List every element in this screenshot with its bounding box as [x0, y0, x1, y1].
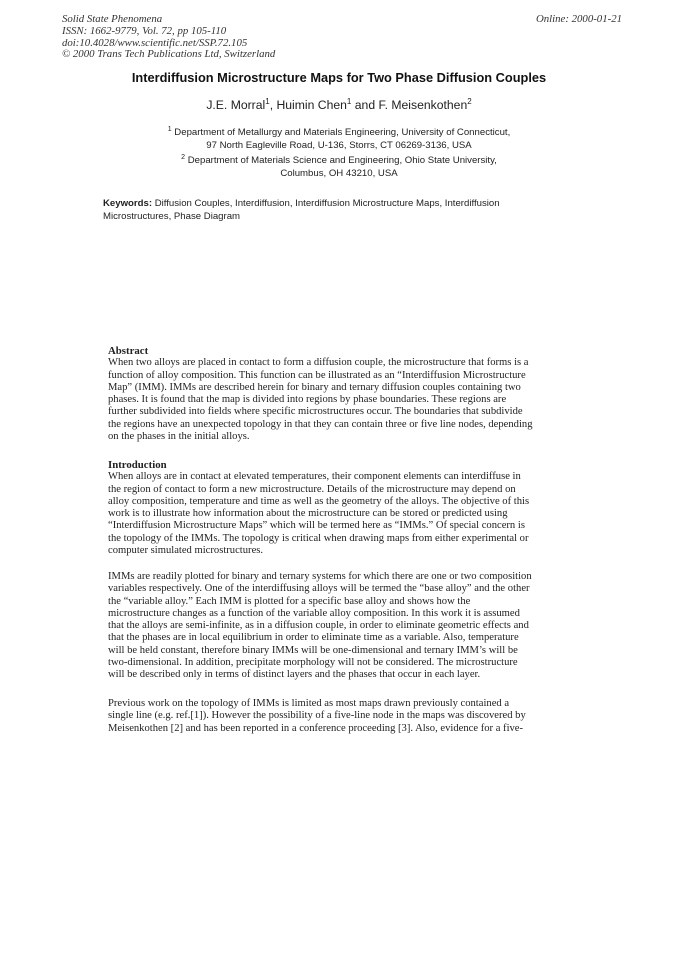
journal-copyright: © 2000 Trans Tech Publications Ltd, Switzerland — [62, 48, 276, 61]
introduction-line: Previous work on the topology of IMMs is limited as most maps drawn previously contained a — [108, 698, 510, 709]
introduction-line: work is to illustrate how information about the microstructure can be stored or predicted using — [108, 508, 508, 520]
keywords-text: Diffusion Couples, Interdiffusion, Interdiffusion Microstructure Maps, Interdiffusion — [152, 198, 500, 209]
affiliation-line — [0, 124, 678, 140]
introduction-line: IMMs are readily plotted for binary and ternary systems for which there are one or two composition — [108, 571, 532, 582]
author-name: F. Meisenkothen — [378, 98, 468, 113]
paper-title: Interdiffusion Microstructure Maps for Two Phase Diffusion Couples — [131, 70, 547, 85]
introduction-line: computer simulated microstructures. — [108, 545, 264, 557]
introduction-line: “Interdiffusion Microstructure Maps” which will be termed here as “IMMs.” Of special concern is — [108, 520, 525, 532]
author-affiliation-mark: 1 — [346, 97, 352, 106]
introduction-section — [108, 459, 558, 557]
abstract-heading: Abstract — [108, 345, 149, 357]
introduction-line: Meisenkothen [2] and has been reported in a conference proceeding [3]. Also, evidence for a five- — [108, 722, 524, 734]
abstract-line: on the phases in the initial alloys. — [108, 431, 250, 443]
keywords — [103, 198, 543, 223]
introduction-line: the topology of the IMMs. The topology is critical when drawing maps from either experimental or — [108, 532, 529, 544]
affiliation-mark: 1 — [167, 126, 172, 133]
introduction-line: the region of contact to form a new microstructure. Details of the microstructure may depend on — [108, 483, 516, 495]
introduction-line: will be held constant, therefore binary IMMs will be one-dimensional and ternary IMM’s will be — [108, 644, 518, 656]
affiliation-text: Department of Materials Science and Engineering, Ohio State University, — [185, 155, 497, 167]
abstract-line: Map” (IMM). IMMs are described herein for binary and ternary diffusion couples containing two — [108, 381, 521, 393]
introduction-line: the “variable alloy.” Each IMM is plotted for a specific base alloy and shows how the — [108, 595, 471, 607]
author-list — [0, 97, 678, 112]
abstract-section — [108, 345, 558, 443]
affiliation-text: Department of Metallurgy and Materials Engineering, University of Connecticut, — [171, 127, 511, 139]
journal-header — [62, 14, 275, 61]
introduction-line: When alloys are in contact at elevated temperatures, their component elements can interdiffuse in — [108, 471, 521, 483]
introduction-line: microstructure changes as a function of the variable alloy composition. In this work it is assumed — [108, 607, 520, 619]
author-separator: and — [351, 98, 379, 113]
affiliation-1 — [0, 124, 678, 152]
affiliation-2 — [0, 152, 678, 180]
introduction-line: single line (e.g. ref.[1]). However the possibility of a five-line node in the maps was discovered by — [108, 710, 526, 722]
journal-name: Solid State Phenomena — [62, 13, 163, 25]
author-name: Huimin Chen — [276, 98, 347, 113]
affiliation-line — [0, 152, 678, 168]
affiliation-address: 97 North Eagleville Road, U-136, Storrs, CT 06269-3136, USA — [206, 139, 472, 151]
journal-doi: doi:10.4028/www.scientific.net/SSP.72.105 — [62, 36, 248, 49]
abstract-line: function of alloy composition. This function can be illustrated as an “Interdiffusion Microstructure — [108, 369, 526, 381]
introduction-line: alloy composition, temperature and time as well as the geometry of the alloys. The objective of this — [108, 495, 530, 507]
introduction-heading: Introduction — [108, 459, 167, 471]
abstract-line: When two alloys are placed in contact to form a diffusion couple, the microstructure that forms is a — [108, 357, 529, 369]
abstract-line: further subdivided into fields where specific microstructures occur. The boundaries that subdivide — [108, 406, 523, 418]
affiliation-mark: 2 — [181, 154, 186, 161]
introduction-line: two-dimensional. In addition, precipitate morphology will not be considered. The microstructure — [108, 657, 518, 669]
author-separator: , — [269, 98, 277, 113]
introduction-line: will be described only in terms of distinct layers and the phases that occur in each layer. — [108, 669, 481, 681]
author-affiliation-mark: 2 — [467, 97, 472, 106]
keywords-label: Keywords: — [103, 198, 153, 209]
abstract-line: the regions have an unexpected topology in that they can contain three or five line nodes, depending — [108, 418, 533, 430]
introduction-paragraph-2 — [108, 571, 558, 682]
author-affiliation-mark: 1 — [265, 97, 270, 106]
online-date: Online: 2000-01-21 — [535, 13, 622, 25]
introduction-line: that the alloys are semi-infinite, as in a diffusion couple, in order to eliminate geometric effects and — [108, 620, 529, 632]
affiliation-address: Columbus, OH 43210, USA — [280, 167, 398, 179]
journal-issn: ISSN: 1662-9779, Vol. 72, pp 105-110 — [62, 24, 227, 37]
keywords-text: Microstructures, Phase Diagram — [103, 210, 241, 222]
abstract-line: phases. It is found that the map is divided into regions by phase boundaries. These regions are — [108, 394, 507, 406]
introduction-line: that the phases are in local equilibrium in order to eliminate time as a variable. Also, temperature — [108, 632, 519, 644]
introduction-paragraph-3 — [108, 698, 558, 735]
introduction-line: variables respectively. One of the interdiffusing alloys will be termed the “base alloy” and the other — [108, 583, 530, 595]
author-name: J.E. Morral — [206, 98, 266, 113]
